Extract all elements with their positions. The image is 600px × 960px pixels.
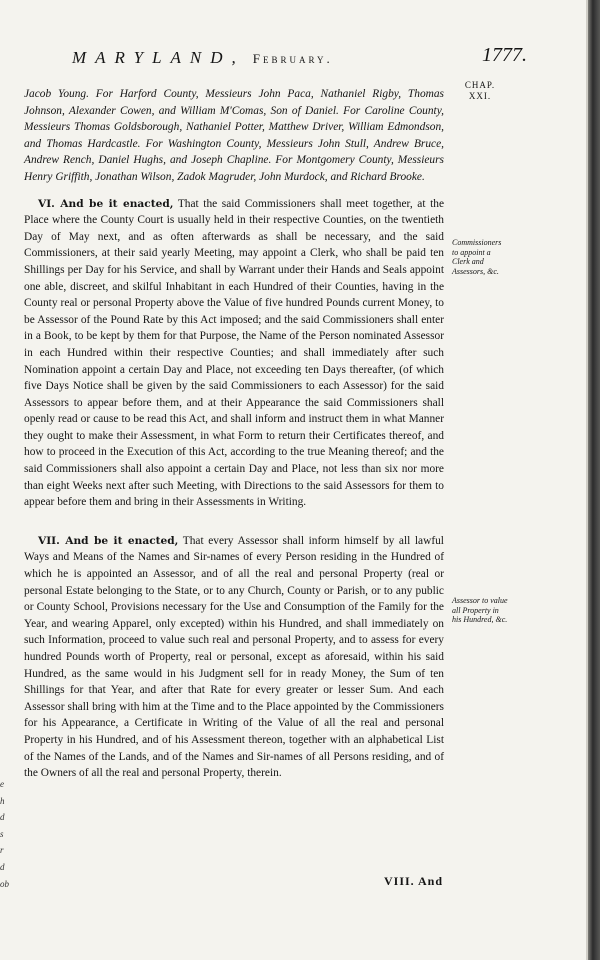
section-vi-lead: VI. And be it enacted,: [38, 197, 174, 210]
page-edge: [588, 0, 600, 960]
gutter-letter: r: [0, 845, 4, 856]
paragraph-commissioner-names: Jacob Young. For Harford County, Messieurs John Paca, Nathaniel Rigby, Thomas Johnson, Alexander Cowen, and William M'Comas, Son of Daniel. For Caroline County, Messieurs Thomas Goldsborough, Nathaniel Potter, Matthew Driver, William Edmondson, and Thomas Hardcastle. For Washington County, Messieurs John Stull, Andrew Bruce, Andrew Rench, Daniel Hughs, and Joseph Chapline. For Montgomery County, Messieurs Henry Griffith, Jonathan Wilson, Zadok Magruder, John Murdock, and Richard Brooke.: [24, 88, 444, 183]
gutter-letter: s: [0, 828, 4, 839]
paragraph-section-vii: [24, 533, 444, 782]
chapter-label: CHAP.: [464, 80, 496, 90]
chapter-number: XXI.: [468, 91, 492, 101]
section-vii-lead: VII. And be it enacted,: [38, 534, 179, 547]
gutter-letter: ob: [0, 878, 9, 889]
year: 1777.: [482, 44, 527, 66]
margin-note-commissioners: Commissioners to appoint a Clerk and Assessors, &c.: [452, 238, 502, 276]
state-title: MARYLAND,: [72, 48, 245, 67]
gutter-letter: d: [0, 812, 5, 823]
body-text: [24, 86, 444, 782]
gutter-letter: e: [0, 779, 4, 789]
catchword: VIII. And: [384, 874, 444, 888]
gutter-letter: h: [0, 795, 5, 806]
section-vii-text: That every Assessor shall inform himself by all lawful Ways and Means of the Names and Sir-names of every Person residing in the Hundred of which he is appointed an Assessor, and of all the real and personal Property (real or personal Estate belonging to the State, or to any Church, County or Parish, or to any public or County School, Provisions necessary for the Use and Consumption of the Family for the Year, and wearing Apparel, only excepted) within his Hundred, and shall immediately on such Information, proceed to value such real and personal Property, and to assess for every hundred Pounds worth of Property, real or personal, except as aforesaid, within his said Hundred, as the same would in his Judgment sell for in ready Money, the Sum of ten Shillings for that Year, and after that Rate for every greater or lesser Sum. And each Assessor shall bring with him at the Time and to the Place appointed by the Commissioners for his Appearance, a Certificate in Writing of the Value of all the real and personal Property in his Hundred, and of his Assessment thereon, together with an alphabetical List of the Names of the Lands, and of the Names and Sir-names of all Persons residing, and of the Owners of all the real and personal Property, therein.: [24, 534, 444, 780]
month-title: February.: [252, 51, 333, 66]
section-vi-text: That the said Commissioners shall meet together, at the Place where the County Court is usually held in their respective Counties, on the twentieth Day of May next, and as often afterwards as shall be necessary, and the said Commissioners, at their said yearly Meeting, may appoint a Clerk, who shall be paid ten Shillings per Day for his Service, and shall by Warrant under their Hands and Seals appoint one able, discreet, and skilful Inhabitant in each Hundred of their Counties, having in the County real or personal Property above the Value of five hundred Pounds current Money, to be Assessor of the Pound Rate by this Act imposed; and the said Commissioners shall enter in a Book, to be kept by them for that Purpose, the Name of the Person nominated Assessor in each Hundred within their respective Counties; and shall immediately after such Nomination appoint a certain Day and Place, not exceeding ten Days thereafter, (of which five Days Notice shall be given by the said Commissioners to each Assessor) for the said Assessors to appear before them, and at their Appearance the said Commissioners shall openly read or cause to be read this Act, and shall inform and instruct them in what Manner they ought to make their Assessment, in what Form to return their Certificates thereof, and how to proceed in the Execution of this Act, according to the true Meaning thereof; and the said Commissioners shall also appoint a certain Day and Place, not less than six nor more than eight Weeks next after such Meeting, with Directions to the said Assessors for them to appear before them and bring in their Assessments in Writing.: [24, 197, 444, 509]
margin-note-assessor: Assessor to value all Property in his Hundred, &c.: [452, 596, 508, 624]
gutter-letter: d: [0, 861, 5, 872]
running-head: [72, 48, 492, 68]
chapter-note: [452, 80, 508, 102]
paragraph-section-vi: [24, 196, 444, 511]
gutter-letters: [0, 776, 12, 892]
